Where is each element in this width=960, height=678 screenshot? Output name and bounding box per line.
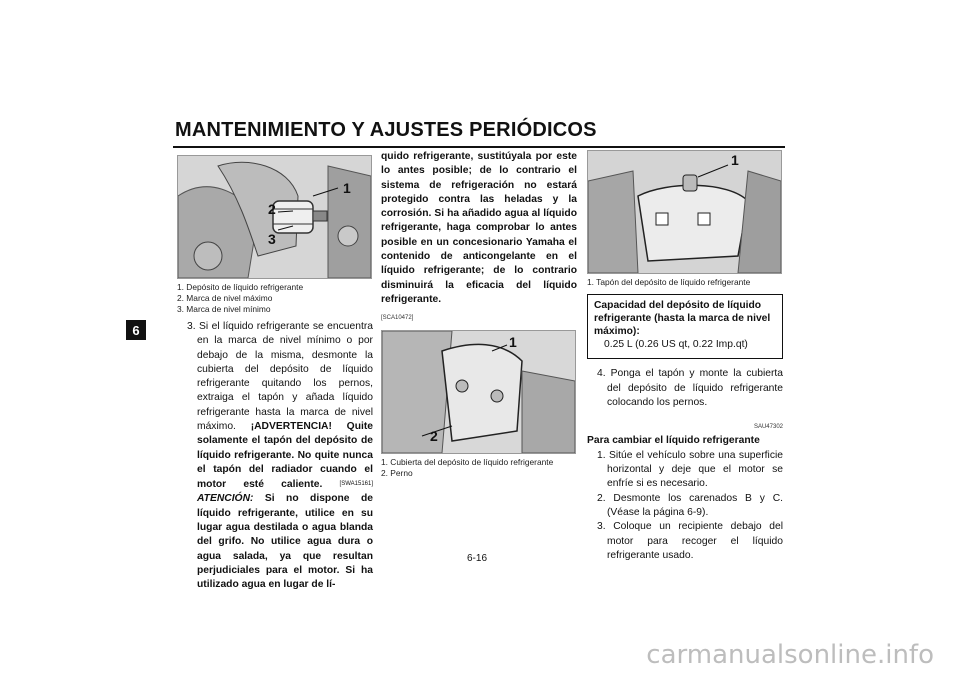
caution-code: [SCA10472]	[381, 315, 414, 322]
cover-illustration	[382, 331, 575, 453]
step-3-text: 3. Si el líquido refrigerante se encuentra en la marca de nivel mínimo o por debajo de la misma, desmonte la cubierta del depósito de líquido refrigerante quitando los pernos, extraiga el tapón y añada líquido refrigerante hasta la marca de nivel máximo.	[187, 321, 373, 433]
step-3-paragraph	[177, 320, 373, 593]
atencion-label: ATENCIÓN:	[197, 493, 254, 505]
atencion-continuation: quido refrigerante, sustitúyala por este lo antes posible; de lo contrario el sistema de refrigeración no estará protegido contra las heladas y la corrosión. Si ha añadido agua al líquido refrigerante, haga comprobar lo antes posible en un concesionario Yamaha el contenido de anticongelante en el líquido refrigerante; de lo contrario disminuirá la eficacia del líquido refrigerante.	[381, 151, 577, 305]
atencion-text: Si no dispone de líquido refrigerante, utilice en su lugar agua destilada o agua blanda del grifo. No utilice agua dura o agua salada, ya que resultan perjudiciales para el motor. Si ha utilizado agua en lugar de lí-	[197, 493, 373, 591]
capacity-heading: Capacidad del depósito de líquido refrigerante (hasta la marca de nivel máximo):	[594, 300, 771, 337]
figure-reservoir-cap	[587, 150, 782, 274]
caption-item: 2. Perno	[381, 467, 413, 478]
caption-item: 1. Tapón del depósito de líquido refrigerante	[587, 277, 751, 287]
warning-code: [SWA15161]	[339, 481, 373, 488]
callout-2: 2	[430, 427, 438, 444]
capacity-value: 0.25 L (0.26 US qt, 0.22 Imp.qt)	[604, 339, 748, 350]
engine-illustration	[178, 156, 371, 278]
list-item: 3. Coloque un recipiente debajo del motor para recoger el líquido refrigerante usado.	[597, 521, 783, 561]
figure-caption-list	[177, 282, 373, 315]
site-watermark: carmanualsonline.info	[646, 640, 934, 670]
section-code: SAU47302	[753, 424, 783, 431]
column-1	[177, 155, 373, 593]
page-number: 6-16	[467, 553, 488, 564]
callout-1: 1	[343, 180, 351, 196]
callout-1: 1	[509, 333, 517, 350]
callout-2: 2	[268, 201, 276, 217]
section-heading: Para cambiar el líquido refrigerante	[587, 435, 760, 447]
title-rule	[173, 146, 785, 148]
callout-3: 3	[268, 231, 276, 247]
chapter-tab: 6	[126, 320, 146, 340]
caption-item: 2. Marca de nivel máximo	[177, 293, 273, 303]
step-4-text: 4. Ponga el tapón y monte la cubierta del depósito de líquido refrigerante colocando los pernos.	[597, 368, 783, 408]
figure-caption-list	[587, 277, 783, 288]
page-title: MANTENIMIENTO Y AJUSTES PERIÓDICOS	[175, 119, 597, 141]
list-item: 2. Desmonte los carenados B y C. (Véase la página 6-9).	[597, 492, 783, 518]
figure-caption-list	[381, 457, 577, 479]
caption-item: 3. Marca de nivel mínimo	[177, 304, 271, 314]
caption-item: 1. Cubierta del depósito de líquido refrigerante	[381, 456, 554, 467]
callout-1: 1	[731, 152, 739, 168]
caption-item: 1. Depósito de líquido refrigerante	[177, 282, 304, 292]
column-3	[587, 150, 783, 563]
cap-illustration	[588, 151, 781, 273]
figure-reservoir-cover	[381, 330, 576, 454]
figure-coolant-reservoir	[177, 155, 372, 279]
column-2	[381, 150, 577, 479]
warning-text: ¡ADVERTENCIA! Quite solamente el tapón del depósito de líquido refrigerante. No quite nunca el tapón del radiador cuando el motor esté caliente.	[197, 421, 373, 491]
capacity-box	[587, 294, 783, 359]
list-item: 1. Sitúe el vehículo sobre una superficie horizontal y deje que el motor se enfríe si es necesario.	[597, 449, 783, 490]
